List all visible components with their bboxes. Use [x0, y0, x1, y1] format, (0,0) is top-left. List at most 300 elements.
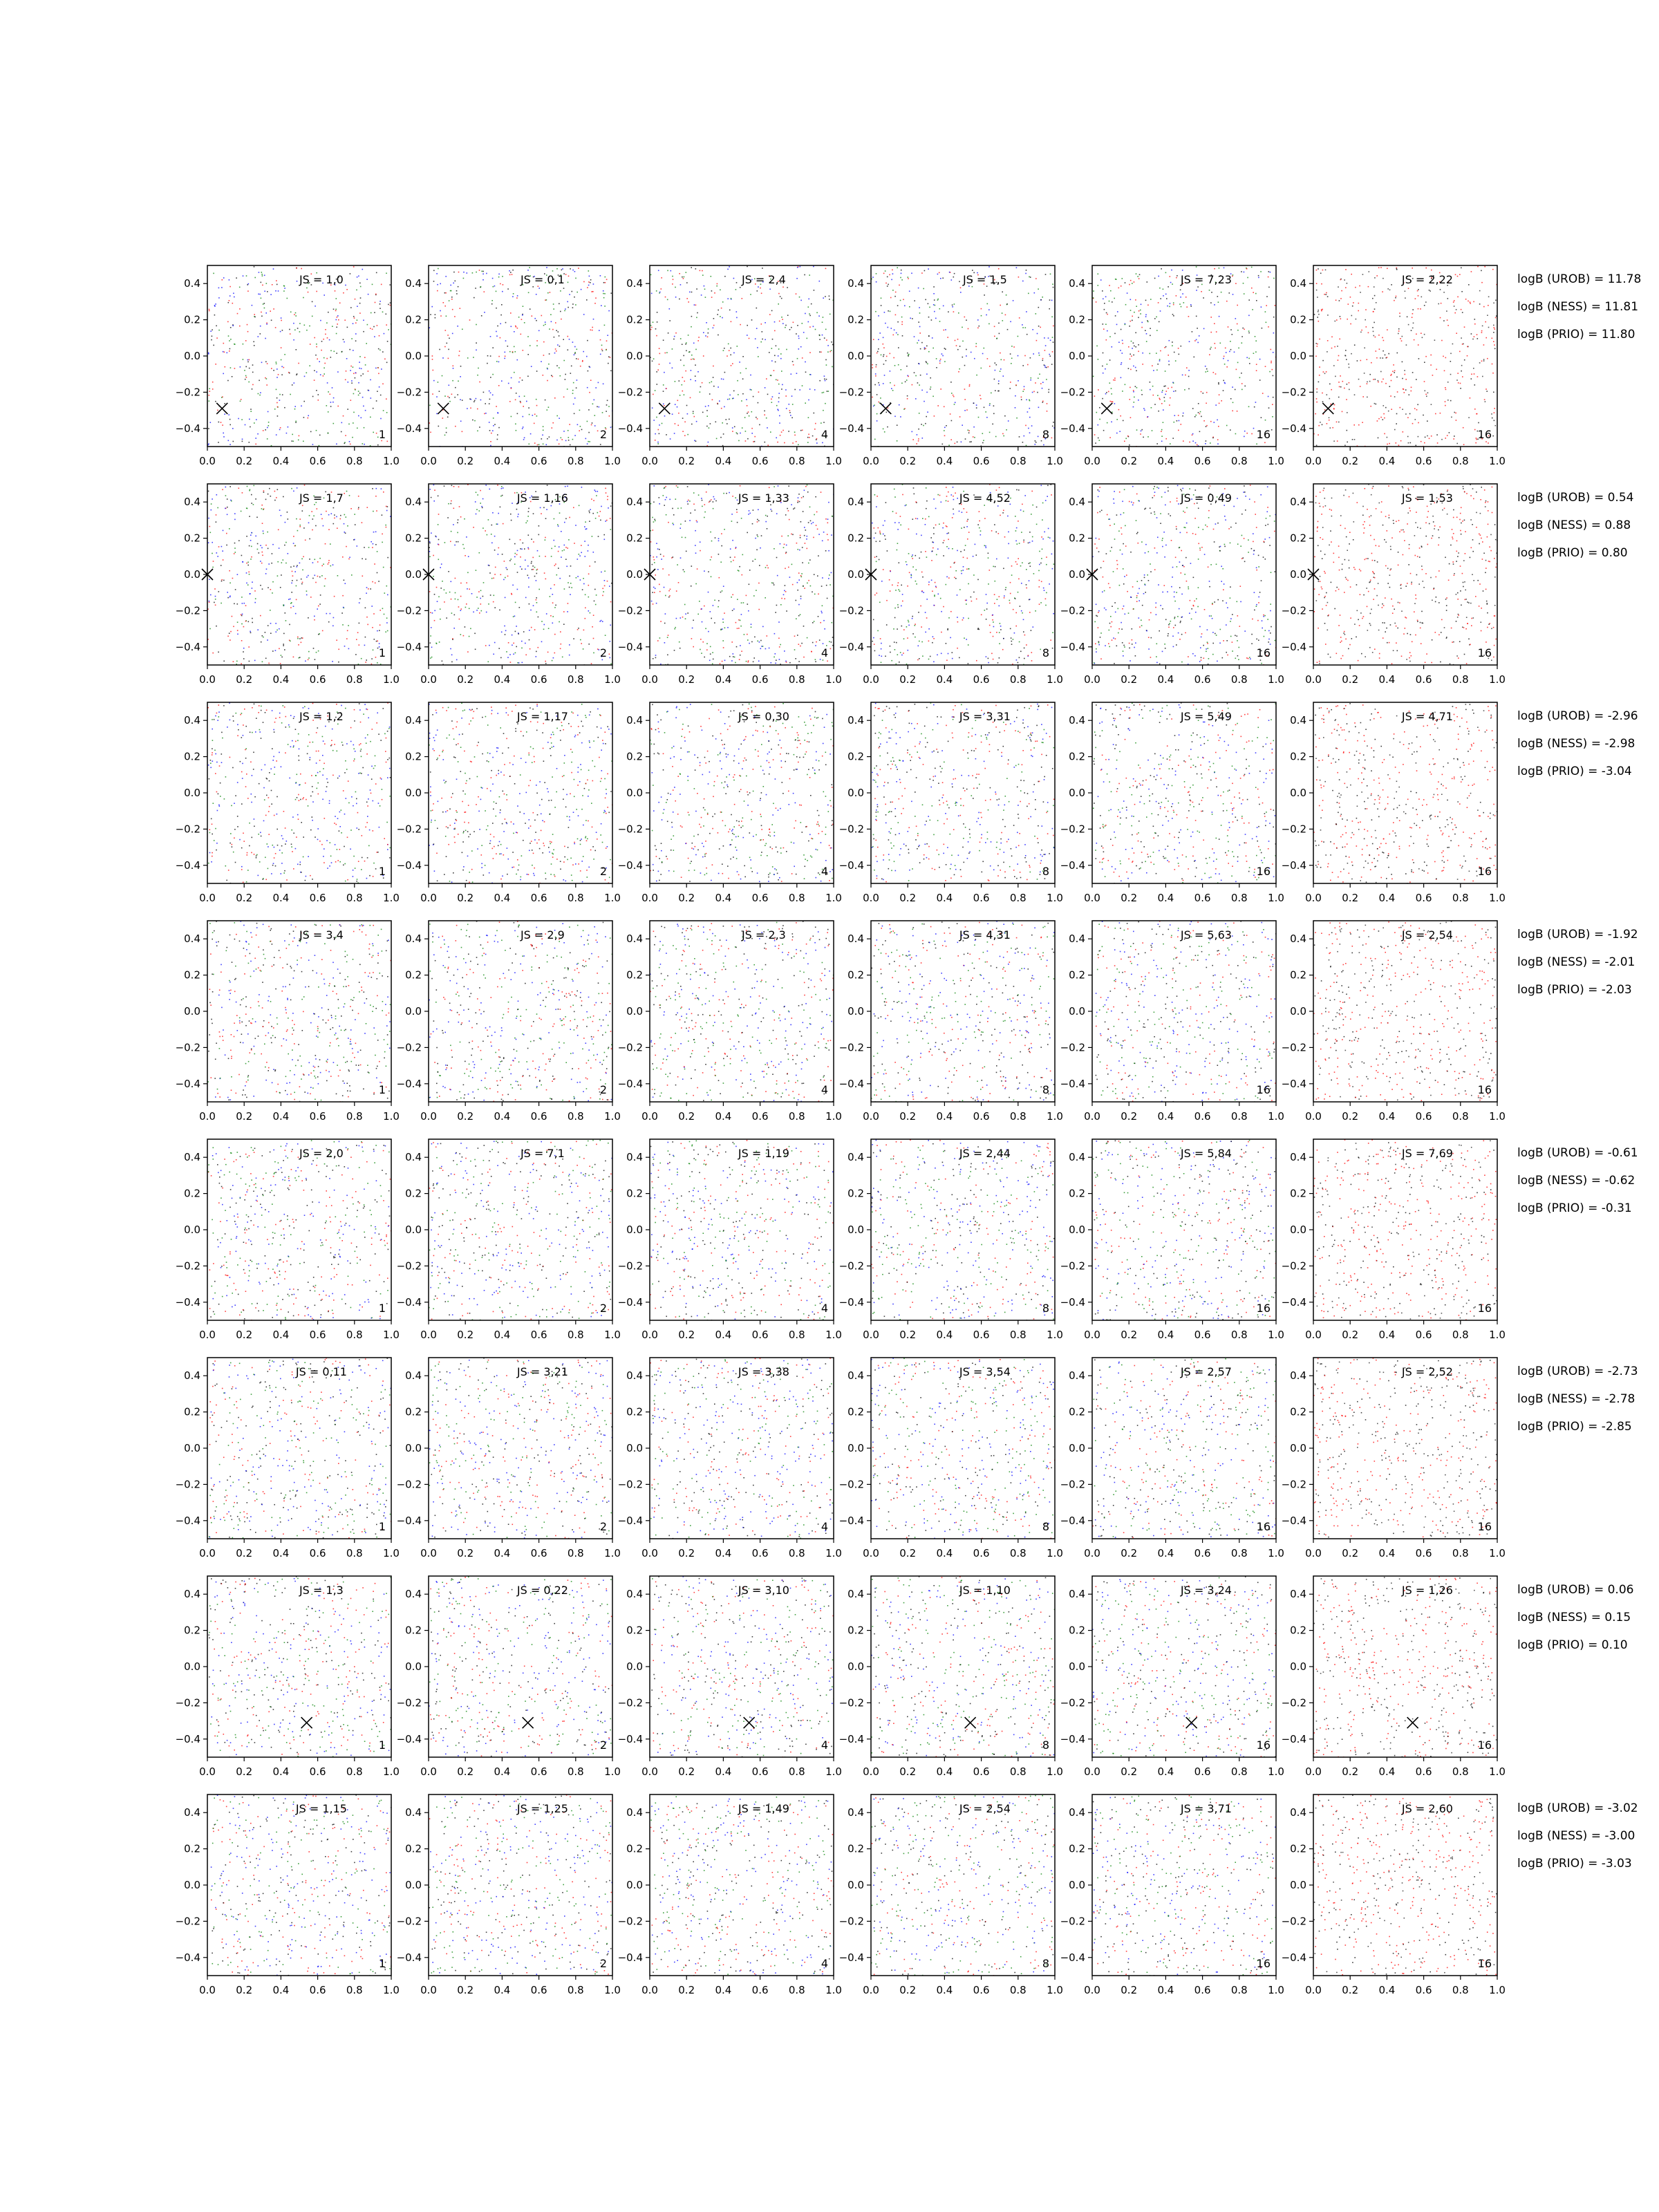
scatter-point — [881, 662, 882, 664]
scatter-point — [1129, 326, 1130, 327]
scatter-point — [1020, 509, 1022, 511]
scatter-point — [295, 315, 297, 317]
scatter-point — [482, 498, 484, 500]
scatter-point — [832, 622, 833, 624]
scatter-point — [385, 631, 386, 632]
scatter-point — [690, 379, 691, 380]
scatter-point — [771, 399, 772, 400]
scatter-point — [433, 281, 435, 282]
scatter-point — [551, 505, 552, 507]
scatter-point — [1169, 340, 1170, 341]
scatter-point — [318, 400, 319, 401]
scatter-point — [576, 577, 577, 579]
scatter-point — [221, 579, 223, 581]
scatter-point — [265, 545, 267, 546]
scatter-point — [489, 422, 490, 423]
scatter-point — [814, 594, 816, 595]
scatter-point — [1044, 337, 1045, 339]
scatter-point — [250, 631, 251, 632]
scatter-point — [1477, 413, 1478, 415]
scatter-point — [924, 401, 925, 402]
scatter-point — [745, 431, 747, 432]
scatter-point — [534, 567, 536, 568]
scatter-point — [1038, 288, 1039, 290]
scatter-point — [804, 527, 805, 528]
scatter-point — [604, 306, 606, 307]
scatter-point — [261, 312, 262, 313]
scatter-point — [1122, 278, 1123, 279]
scatter-point — [364, 547, 365, 548]
scatter-point — [1411, 391, 1412, 392]
scatter-point — [778, 303, 779, 305]
scatter-point — [876, 281, 877, 283]
scatter-point — [279, 648, 280, 650]
scatter-point — [731, 641, 733, 643]
scatter-point — [388, 329, 389, 330]
scatter-point — [1096, 412, 1098, 413]
scatter-point — [757, 418, 758, 420]
scatter-point — [709, 660, 711, 662]
scatter-point — [1203, 328, 1205, 330]
scatter-point — [373, 613, 375, 615]
scatter-point — [819, 335, 821, 336]
scatter-point — [700, 270, 701, 272]
scatter-point — [1004, 415, 1006, 417]
scatter-point — [1425, 301, 1427, 303]
scatter-point — [1441, 303, 1442, 304]
scatter-point — [928, 584, 930, 585]
scatter-point — [254, 590, 256, 592]
scatter-point — [326, 511, 327, 512]
scatter-point — [1156, 353, 1157, 354]
scatter-point — [533, 513, 534, 514]
scatter-point — [292, 580, 293, 581]
scatter-point — [266, 283, 268, 284]
scatter-point — [722, 621, 724, 623]
scatter-point — [602, 621, 603, 622]
scatter-point — [498, 554, 499, 555]
scatter-point — [879, 332, 881, 334]
scatter-point — [272, 553, 273, 554]
scatter-point — [236, 277, 237, 279]
scatter-point — [1360, 360, 1362, 362]
scatter-point — [708, 571, 709, 572]
scatter-point — [1318, 382, 1320, 383]
scatter-point — [712, 664, 713, 665]
scatter-point — [481, 271, 482, 272]
scatter-point — [487, 355, 489, 357]
scatter-point — [1411, 330, 1412, 331]
scatter-point — [579, 430, 580, 431]
scatter-point — [662, 423, 663, 424]
scatter-point — [677, 400, 679, 402]
scatter-point — [765, 521, 767, 523]
scatter-point — [517, 572, 518, 573]
scatter-point — [777, 409, 778, 411]
scatter-point — [1244, 386, 1246, 387]
scatter-point — [322, 630, 324, 632]
scatter-point — [1321, 283, 1322, 285]
scatter-point — [593, 552, 594, 553]
scatter-point — [782, 319, 783, 320]
scatter-point — [534, 414, 536, 415]
scatter-point — [710, 611, 711, 612]
scatter-point — [1116, 419, 1118, 420]
scatter-point — [650, 541, 652, 543]
scatter-point — [1173, 391, 1174, 392]
scatter-point — [1005, 315, 1006, 316]
x-tick-label: 0.2 — [236, 455, 252, 467]
scatter-point — [1322, 309, 1323, 310]
scatter-point — [229, 528, 230, 529]
scatter-point — [480, 490, 481, 491]
scatter-point — [1145, 300, 1147, 301]
scatter-point — [815, 661, 816, 662]
scatter-point — [781, 388, 782, 390]
scatter-point — [973, 403, 975, 404]
scatter-point — [1147, 321, 1149, 323]
scatter-point — [517, 516, 518, 518]
scatter-point — [595, 297, 597, 299]
scatter-point — [823, 643, 824, 644]
y-tick-label: −0.4 — [397, 422, 422, 435]
scatter-point — [1207, 371, 1208, 372]
scatter-point — [285, 620, 287, 621]
scatter-point — [800, 537, 801, 538]
scatter-point — [218, 652, 219, 653]
scatter-point — [1259, 359, 1261, 360]
scatter-point — [1010, 321, 1011, 323]
scatter-point — [1244, 436, 1245, 438]
scatter-point — [1272, 369, 1273, 371]
scatter-points — [871, 266, 1056, 447]
scatter-point — [959, 657, 960, 659]
scatter-point — [1221, 292, 1222, 293]
scatter-point — [662, 568, 664, 570]
scatter-point — [689, 292, 691, 293]
scatter-point — [1109, 336, 1111, 337]
scatter-point — [1110, 290, 1112, 292]
scatter-point — [1473, 301, 1474, 303]
scatter-point — [348, 648, 350, 650]
scatter-point — [1230, 341, 1231, 342]
scatter-point — [751, 433, 753, 434]
scatter-point — [776, 405, 778, 406]
scatter-point — [1032, 392, 1033, 393]
scatter-point — [1135, 367, 1136, 368]
scatter-point — [545, 663, 547, 664]
scatter-point — [1217, 420, 1218, 421]
scatter-point — [299, 563, 301, 564]
scatter-point — [437, 284, 438, 285]
scatter-point — [528, 548, 529, 550]
scatter-point — [303, 297, 304, 299]
scatter-point — [229, 596, 231, 597]
scatter-point — [1180, 290, 1181, 291]
scatter-point — [1484, 399, 1485, 400]
scatter-point — [724, 372, 726, 373]
scatter-point — [1200, 411, 1201, 413]
scatter-point — [1164, 400, 1165, 402]
scatter-point — [498, 547, 500, 549]
scatter-point — [765, 339, 766, 341]
scatter-point — [1141, 304, 1142, 306]
scatter-point — [223, 559, 224, 561]
scatter-point — [225, 487, 227, 488]
scatter-point — [358, 395, 359, 396]
scatter-point — [457, 522, 458, 523]
scatter-point — [697, 521, 698, 523]
scatter-point — [481, 506, 482, 507]
scatter-point — [1098, 274, 1099, 275]
scatter-point — [1206, 425, 1208, 427]
scatter-point — [691, 585, 692, 587]
scatter-point — [1356, 319, 1357, 320]
scatter-point — [1168, 364, 1170, 366]
scatter-point — [234, 603, 235, 605]
scatter-point — [267, 427, 268, 429]
scatter-point — [1445, 357, 1447, 359]
scatter-point — [1476, 438, 1477, 439]
scatter-point — [679, 273, 680, 274]
scatter-point — [1024, 495, 1026, 496]
scatter-point — [1132, 316, 1133, 317]
scatter-point — [691, 565, 693, 567]
scatter-point — [1390, 395, 1391, 397]
scatter-point — [754, 637, 756, 638]
scatter-point — [718, 600, 720, 601]
scatter-point — [1329, 418, 1330, 419]
scatter-point — [1130, 369, 1132, 371]
scatter-point — [724, 276, 726, 277]
scatter-point — [491, 433, 492, 434]
scatter-point — [883, 344, 884, 345]
scatter-point — [375, 544, 377, 545]
scatter-point — [589, 565, 590, 567]
scatter-point — [1010, 582, 1011, 583]
scatter-point — [1111, 401, 1112, 402]
scatter-point — [1164, 347, 1165, 348]
scatter-point — [431, 647, 433, 648]
scatter-point — [355, 377, 356, 379]
scatter-point — [762, 339, 763, 340]
scatter-point — [555, 563, 556, 565]
scatter-point — [223, 433, 224, 434]
scatter-point — [738, 628, 740, 629]
scatter-point — [379, 350, 381, 351]
scatter-point — [589, 392, 590, 393]
scatter-point — [1441, 340, 1443, 341]
scatter-point — [521, 334, 522, 335]
scatter-point — [588, 432, 590, 433]
scatter-point — [772, 339, 774, 340]
scatter-point — [799, 297, 800, 298]
scatter-point — [758, 402, 759, 404]
scatter-point — [663, 556, 664, 557]
scatter-point — [287, 512, 288, 513]
scatter-point — [809, 388, 811, 390]
scatter-point — [740, 645, 741, 646]
scatter-point — [654, 562, 655, 563]
scatter-point — [285, 612, 286, 614]
scatter-point — [1470, 301, 1471, 303]
scatter-point — [499, 610, 500, 611]
scatter-point — [1421, 441, 1422, 442]
scatter-point — [359, 623, 360, 624]
scatter-point — [325, 329, 326, 330]
scatter-point — [949, 272, 950, 273]
scatter-point — [316, 371, 317, 373]
y-tick-label: −0.4 — [839, 422, 864, 435]
scatter-point — [260, 333, 261, 335]
scatter-point — [713, 659, 714, 660]
scatter-point — [380, 418, 382, 420]
scatter-point — [887, 427, 888, 428]
scatter-point — [1396, 413, 1398, 415]
scatter-point — [1035, 442, 1037, 443]
scatter-point — [1210, 442, 1211, 444]
scatter-point — [653, 556, 655, 558]
scatter-point — [263, 531, 264, 532]
scatter-point — [904, 306, 906, 307]
scatter-point — [476, 324, 477, 326]
scatter-point — [1025, 425, 1027, 427]
scatter-point — [1317, 346, 1318, 347]
scatter-point — [297, 637, 299, 638]
js-label: JS = 2,22 — [1401, 273, 1453, 286]
scatter-point — [818, 555, 819, 556]
scatter-point — [570, 565, 572, 567]
scatter-point — [814, 574, 815, 575]
scatter-point — [1029, 417, 1031, 418]
scatter-point — [492, 430, 494, 431]
scatter-point — [534, 442, 536, 444]
scatter-point — [702, 506, 703, 507]
scatter-point — [1102, 398, 1103, 400]
scatter-point — [796, 293, 797, 294]
scatter-point — [490, 393, 491, 394]
scatter-point — [527, 516, 529, 517]
scatter-point — [1006, 429, 1007, 431]
scatter-point — [254, 345, 255, 346]
scatter-point — [354, 539, 355, 541]
scatter-point — [519, 607, 521, 608]
scatter-point — [529, 603, 530, 605]
scatter-point — [559, 578, 561, 579]
scatter-point — [605, 282, 606, 283]
scatter-point — [1401, 340, 1403, 341]
scatter-point — [721, 533, 722, 534]
scatter-point — [679, 641, 680, 643]
scatter-point — [691, 326, 692, 328]
scatter-point — [509, 270, 510, 272]
scatter-point — [925, 348, 926, 350]
scatter-point — [265, 658, 267, 659]
scatter-point — [594, 303, 596, 304]
scatter-point — [515, 400, 516, 401]
scatter-point — [229, 570, 230, 572]
scatter-point — [778, 485, 779, 487]
scatter-point — [747, 532, 748, 534]
scatter-point — [509, 560, 511, 561]
scatter-point — [1039, 374, 1040, 375]
scatter-point — [787, 315, 789, 316]
scatter-point — [261, 508, 263, 509]
scatter-point — [432, 359, 433, 360]
scatter-point — [267, 291, 268, 292]
scatter-point — [546, 613, 547, 615]
x-tick-label: 0.6 — [1194, 455, 1211, 467]
scatter-point — [353, 412, 355, 413]
x-tick-label: 0.0 — [420, 455, 437, 467]
scatter-point — [1042, 360, 1044, 362]
scatter-point — [800, 266, 801, 268]
scatter-point — [328, 563, 329, 565]
scatter-point — [559, 335, 560, 337]
scatter-point — [536, 612, 538, 613]
scatter-point — [670, 589, 671, 590]
scatter-point — [1105, 393, 1107, 395]
scatter-point — [759, 641, 760, 643]
scatter-point — [944, 348, 946, 349]
scatter-point — [1107, 422, 1108, 424]
scatter-point — [1382, 350, 1384, 352]
scatter-point — [261, 316, 263, 317]
scatter-point — [1382, 337, 1383, 339]
scatter-point — [1418, 344, 1419, 346]
scatter-point — [1198, 403, 1199, 404]
scatter-point — [1256, 370, 1257, 371]
scatter-point — [1197, 328, 1198, 329]
scatter-point — [1154, 404, 1156, 405]
scatter-point — [498, 385, 500, 386]
scatter-point — [1326, 292, 1327, 294]
scatter-point — [1402, 409, 1403, 410]
scatter-point — [478, 608, 479, 609]
scatter-point — [1354, 344, 1356, 346]
scatter-point — [789, 404, 790, 405]
scatter-point — [359, 644, 360, 646]
scatter-point — [1254, 406, 1255, 408]
scatter-point — [1219, 403, 1220, 404]
scatter-point — [933, 304, 935, 306]
scatter-point — [774, 548, 775, 550]
scatter-point — [690, 397, 691, 399]
scatter-point — [1385, 383, 1387, 384]
scatter-point — [355, 524, 356, 525]
scatter-point — [1322, 401, 1324, 402]
scatter-point — [1145, 315, 1147, 316]
scatter-point — [760, 341, 762, 343]
scatter-point — [480, 400, 482, 401]
scatter-point — [523, 416, 524, 418]
scatter-point — [1319, 339, 1320, 340]
scatter-point — [1121, 364, 1122, 365]
scatter-point — [1461, 268, 1462, 269]
scatter-point — [436, 273, 438, 274]
scatter-point — [1367, 359, 1368, 360]
scatter-point — [449, 401, 451, 402]
scatter-point — [832, 637, 834, 638]
scatter-point — [954, 303, 955, 305]
scatter-point — [695, 583, 697, 585]
scatter-point — [1241, 389, 1243, 391]
scatter-point — [500, 574, 502, 576]
scatter-point — [251, 503, 252, 504]
scatter-point — [888, 408, 889, 409]
scatter-point — [257, 543, 259, 545]
scatter-point — [365, 637, 366, 638]
